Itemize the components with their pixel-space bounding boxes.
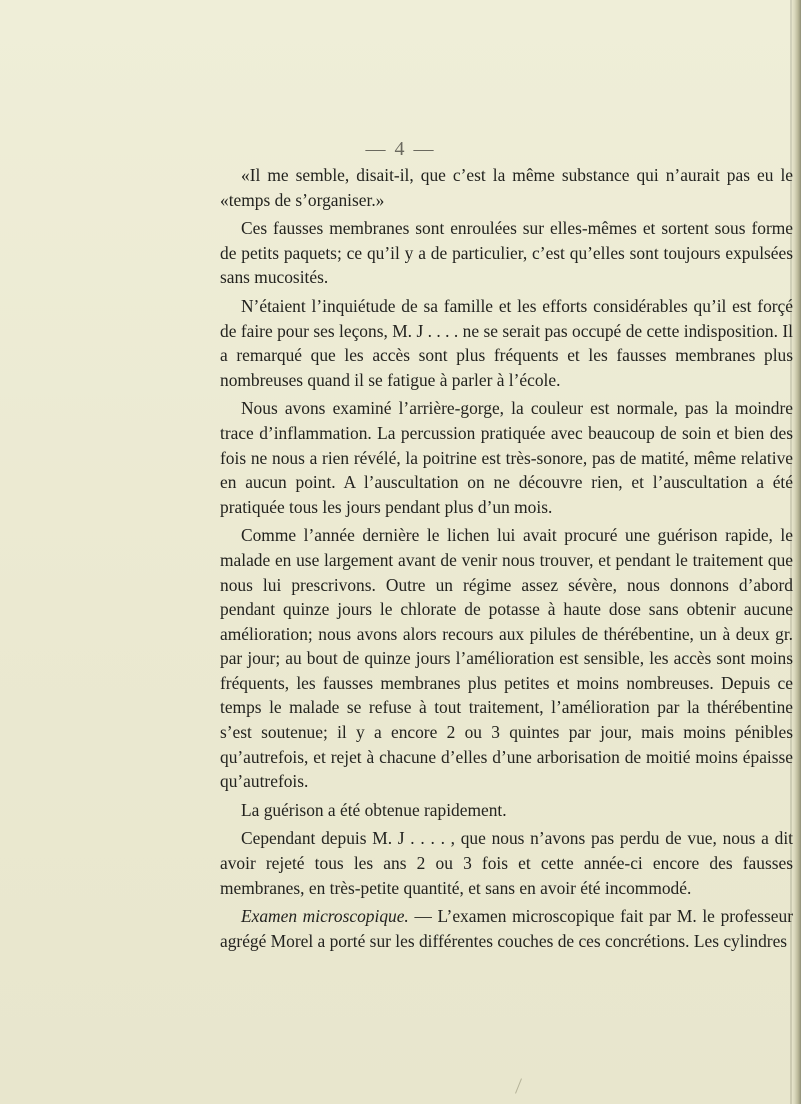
paragraph: Ces fausses membranes sont enroulées sur elles-mêmes et sortent sous forme de petits paquets; ce qu’il y a de particulier, c’est qu’elles sont toujours expulsées sans mucosités. — [220, 218, 793, 288]
page-number: — 4 — — [365, 138, 436, 160]
paragraph: N’étaient l’inquiétude de sa famille et les efforts considérables qu’il est forçé de faire pour ses leçons, M. J . . . . ne se serait pas occupé de cette indisposition. Il a remarqué que les accès sont plus fréquents et les fausses membranes plus nombreuses quand il se fatigue à parler à l’école. — [220, 295, 793, 390]
paragraph-text: — L’examen microscopique fait par M. le professeur agrégé Morel a porté sur les différentes couches de ces concrétions. Les cylindres — [220, 906, 793, 951]
paragraph: Comme l’année dernière le lichen lui avait procuré une guérison rapide, le malade en use largement avant de venir nous trouver, et pendant le traitement que nous lui prescrivons. Outre un régime assez sévère, nous donnons d’abord pendant quinze jours le chlorate de potasse à haute dose sans obtenir aucune amélioration; nous avons alors recours aux pilules de thérébentine, un à deux gr. par jour; au bout de quinze jours l’amélioration est sensible, les accès sont moins fréquents, les fausses membranes plus petites et moins nombreuses. Depuis ce temps le malade se refuse à tout traitement, l’amélioration par la thérébentine s’est soutenue; il y a encore 2 ou 3 quintes par jour, mais moins pénibles qu’autrefois, et rejet à chacune d’elles d’une arborisation de moitié moins épaisse qu’autrefois. — [220, 525, 793, 792]
page-edge — [792, 0, 801, 1104]
paragraph: La guérison a été obtenue rapidement. — [241, 799, 507, 820]
paper-mark — [515, 1078, 522, 1093]
paragraph: Cependant depuis M. J . . . . , que nous n’avons pas perdu de vue, nous a dit avoir rejeté tous les ans 2 ou 3 fois et cette année-ci encore des fausses membranes, en très-petite quantité, et sans en avoir été incommodé. — [220, 828, 793, 898]
section-heading-italic: Examen microscopique. — [241, 906, 409, 927]
body-text — [220, 163, 793, 953]
paragraph: Nous avons examiné l’arrière-gorge, la couleur est normale, pas la moindre trace d’inflammation. La percussion pratiquée avec beaucoup de soin et bien des fois ne nous a rien révélé, la poitrine est très-sonore, pas de matité, même relative en aucun point. A l’auscultation on ne découvre rien, et l’auscultation a été pratiquée tous les jours pendant plus d’un mois. — [220, 398, 793, 517]
paragraph-examen — [220, 904, 793, 953]
paragraph: «Il me semble, disait-il, que c’est la même substance qui n’aurait pas eu le «temps de s’organiser.» — [220, 165, 793, 210]
